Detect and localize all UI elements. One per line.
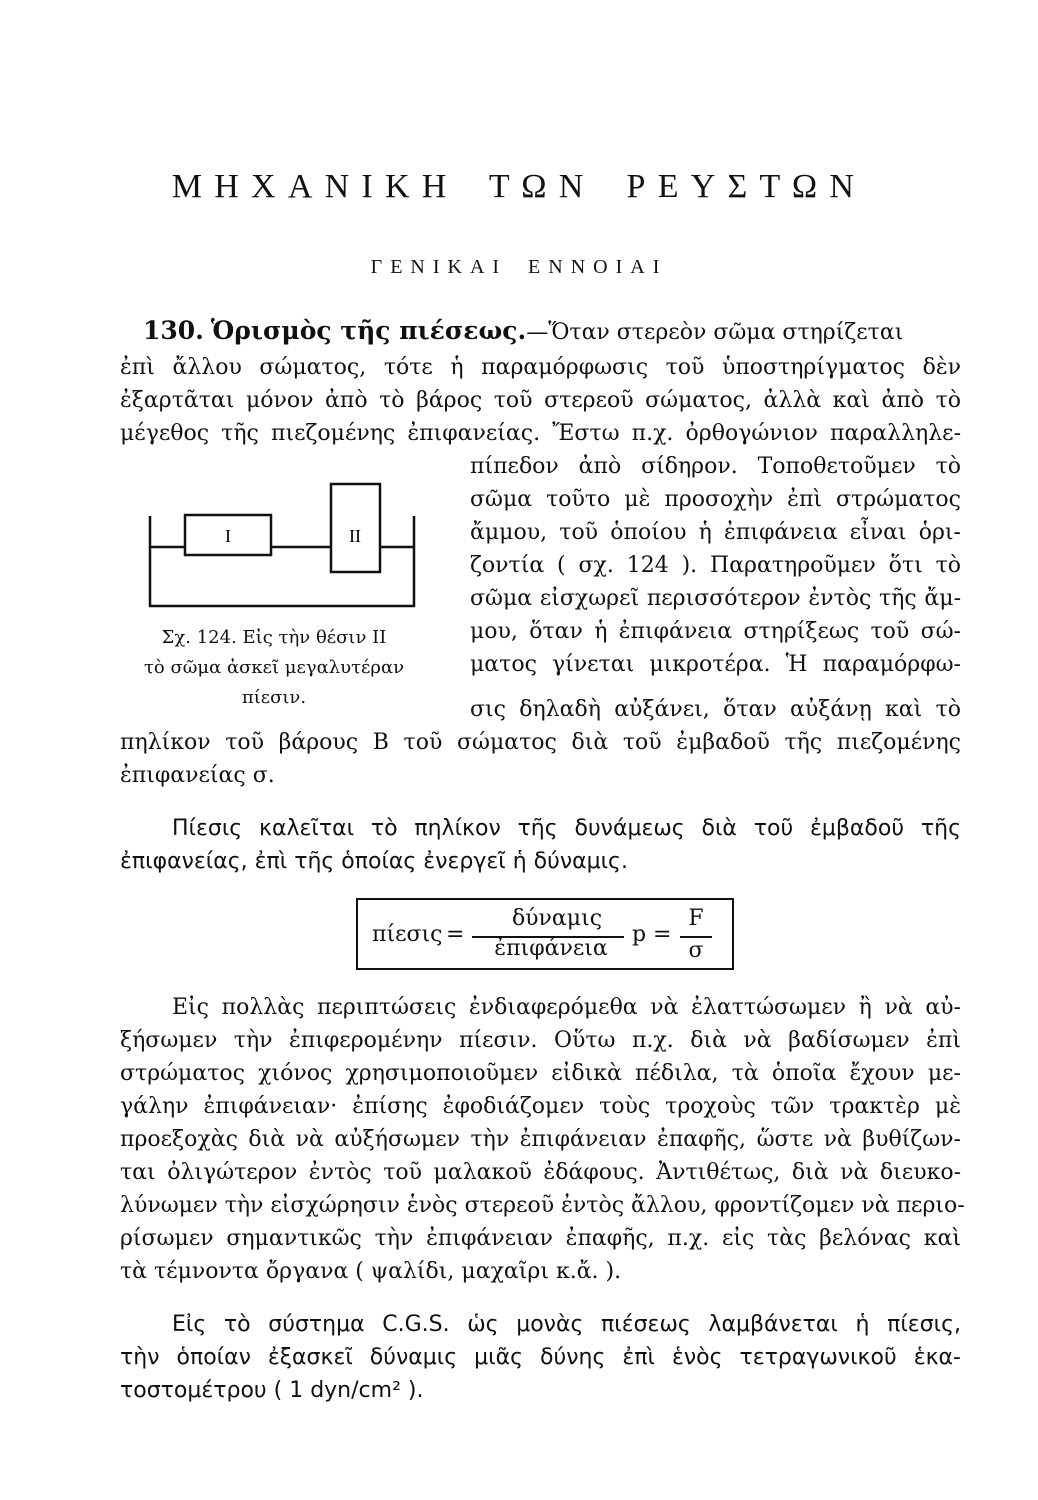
- para3-line-1: Εἰς τὸ σύστημα C.G.S. ὡς μονὰς πιέσεως λαμβάνεται ἡ πίεσις,: [172, 1312, 961, 1337]
- formula-denominator: ἐπιφάνεια: [494, 936, 608, 961]
- formula-numerator: δύναμις: [511, 906, 603, 931]
- para2-line-7: λύνωμεν τὴν εἰσχώρησιν ἑνὸς στερεοῦ ἐντὸς ἄλλου, φροντίζομεν νὰ περιο-: [120, 1193, 965, 1218]
- section-right-line-5: σῶμα εἰσχωρεῖ περισσότερον ἐντὸς τῆς ἄμ-: [470, 586, 961, 611]
- para2-line-8: ρίσωμεν σημαντικῶς τὴν ἐπιφάνειαν ἐπαφῆς, π.χ. εἰς τὰς βελόνας καὶ: [120, 1226, 961, 1251]
- section-right-line-7: ματος γίνεται μικροτέρα. Ἡ παραμόρφω-: [470, 652, 961, 677]
- para3-line-2: τὴν ὁποίαν ἐξασκεῖ δύναμις μιᾶς δύνης ἐπὶ ἑνὸς τετραγωνικοῦ ἑκα-: [120, 1345, 961, 1370]
- block-one-label: I: [225, 526, 231, 546]
- section-line-3: ἐξαρτᾶται μόνον ἀπὸ τὸ βάρος τοῦ στερεοῦ σώματος, ἀλλὰ καὶ ἀπὸ τὸ: [120, 388, 961, 413]
- section-right-line-4: ζοντία ( σχ. 124 ). Παρατηροῦμεν ὅτι τὸ: [470, 553, 961, 578]
- section-line-2: ἐπὶ ἄλλου σώματος, τότε ἡ παραμόρφωσις τοῦ ὑποστηρίγματος δὲν: [120, 355, 961, 380]
- section-heading: Ὁρισμὸς τῆς πιέσεως.: [210, 316, 527, 345]
- chapter-title: ΜΗΧΑΝΙΚΗ ΤΩΝ ΡΕΥΣΤΩΝ: [171, 168, 867, 205]
- section-right-line-2: σῶμα τοῦτο μὲ προσοχὴν ἐπὶ στρώματος: [470, 487, 961, 512]
- section-bottom-line-1: πηλίκον τοῦ βάρους Β τοῦ σώματος διὰ τοῦ ἐμβαδοῦ τῆς πιεζομένης: [120, 730, 961, 755]
- figure-caption: [118, 623, 430, 713]
- formula-p: p: [632, 922, 647, 947]
- para2-line-2: ξήσωμεν τὴν ἐπιφερομένην πίεσιν. Οὕτω π.χ. διὰ νὰ βαδίσωμεν ἐπὶ: [120, 1028, 961, 1053]
- formula-lhs: πίεσις: [372, 922, 443, 947]
- formula-force: F: [688, 906, 704, 931]
- section-number: 130.: [143, 316, 204, 345]
- section-right-line-8: σις δηλαδὴ αὐξάνει, ὅταν αὐξάνῃ καὶ τὸ: [470, 697, 961, 722]
- section-line-1: —Ὅταν στερεὸν σῶμα στηρίζεται: [526, 320, 904, 345]
- para2-line-5: προεξοχὰς διὰ νὰ αὐξήσωμεν τὴν ἐπιφάνειαν ἐπαφῆς, ὥστε νὰ βυθίζων-: [120, 1127, 961, 1152]
- section-right-line-3: ἄμμου, τοῦ ὁποίου ἡ ἐπιφάνεια εἶναι ὁρι-: [470, 520, 961, 545]
- section-first-line: [143, 316, 961, 348]
- para2-line-6: ται ὀλιγώτερον ἐντὸς τοῦ μαλακοῦ ἐδάφους. Ἀντιθέτως, διὰ νὰ διευκο-: [120, 1160, 961, 1185]
- formula-equals-2: =: [653, 922, 672, 947]
- block-two-label: II: [349, 526, 361, 546]
- para2-line-4: γάλην ἐπιφάνειαν· ἐπίσης ἐφοδιάζομεν τοὺς τροχοὺς τῶν τρακτὲρ μὲ: [120, 1094, 961, 1119]
- para2-line-9: τὰ τέμνοντα ὄργανα ( ψαλίδι, μαχαῖρι κ.ἄ. ).: [120, 1259, 622, 1284]
- section-right-line-6: μου, ὅταν ἡ ἐπιφάνεια στηρίξεως τοῦ σώ-: [470, 619, 961, 644]
- formula-equals-1: =: [446, 922, 465, 947]
- definition-line-2: ἐπιφανείας, ἐπὶ τῆς ὁποίας ἐνεργεῖ ἡ δύναμις.: [120, 849, 628, 874]
- figure-124: [143, 476, 423, 616]
- para2-line-3: στρώματος χιόνος χρησιμοποιοῦμεν εἰδικὰ πέδιλα, τὰ ὁποῖα ἔχουν με-: [120, 1061, 961, 1086]
- definition-line-1: Πίεσις καλεῖται τὸ πηλίκον τῆς δυνάμεως διὰ τοῦ ἐμβαδοῦ τῆς: [172, 816, 961, 841]
- chapter-subtitle: ΓΕΝΙΚΑΙ ΕΝΝΟΙΑΙ: [370, 256, 668, 278]
- section-right-line-1: πίπεδον ἀπὸ σίδηρον. Τοποθετοῦμεν τὸ: [470, 454, 961, 479]
- sand-container: [150, 516, 414, 606]
- formula-area: σ: [688, 938, 704, 963]
- figure-caption-line-1: Σχ. 124. Εἰς τὴν θέσιν ΙΙ: [161, 627, 387, 648]
- para3-line-3: τοστομέτρου ( 1 dyn/cm² ).: [120, 1378, 424, 1403]
- section-bottom-line-2: ἐπιφανείας σ.: [120, 763, 275, 788]
- figure-caption-line-2: τὸ σῶμα ἀσκεῖ μεγαλυτέραν: [143, 657, 405, 678]
- section-line-4: μέγεθος τῆς πιεζομένης ἐπιφανείας. Ἔστω π.χ. ὀρθογώνιον παραλληλε-: [120, 421, 961, 446]
- figure-caption-line-3: πίεσιν.: [241, 687, 307, 708]
- para2-line-1: Εἰς πολλὰς περιπτώσεις ἐνδιαφερόμεθα νὰ ἐλαττώσωμεν ἢ νὰ αὐ-: [172, 995, 961, 1020]
